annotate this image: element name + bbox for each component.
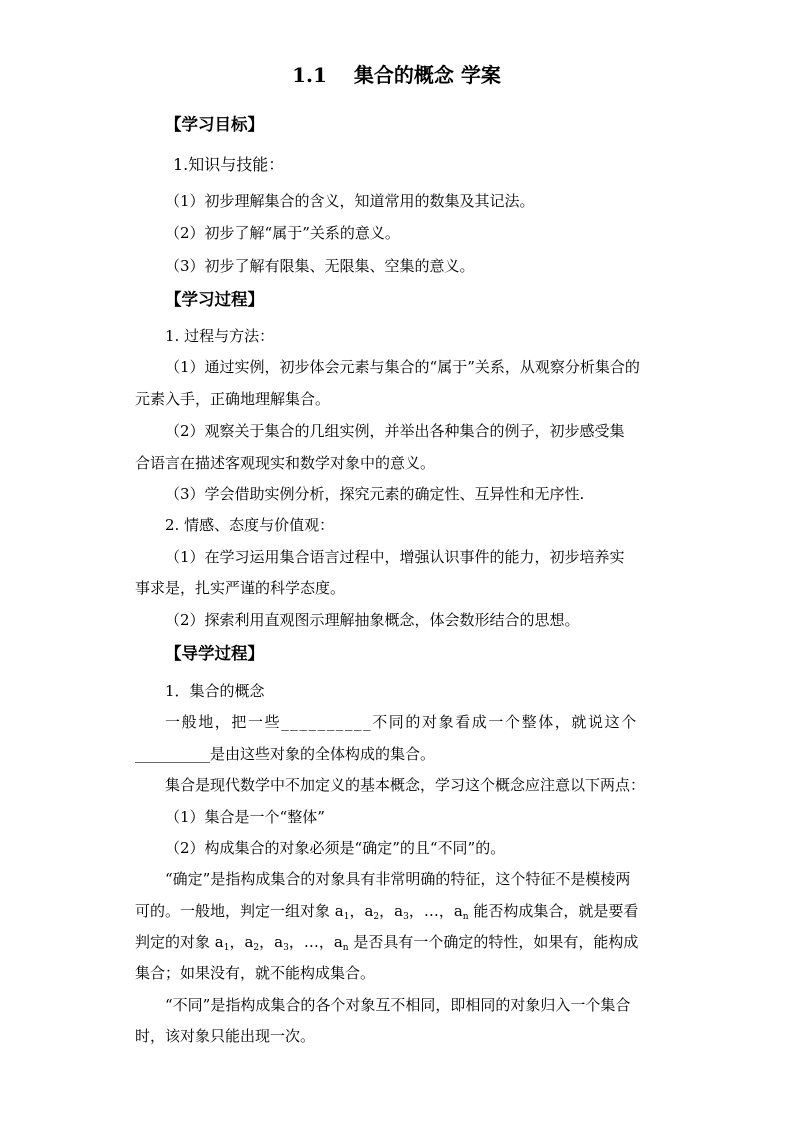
concept-line-4: （2）构成集合的对象必须是“确定”的且“不同”的。 — [165, 839, 506, 857]
process-item-methods: 1. 过程与方法： — [165, 327, 275, 345]
emotion-line-1a: （1）在学习运用集合语言过程中，增强认识事件的能力，初步培养实 — [165, 548, 625, 566]
page-title: 1.1 集合的概念 学案 — [292, 63, 501, 87]
concept-line-2: 集合是现代数学中不加定义的基本概念，学习这个概念应注意以下两点： — [165, 776, 646, 794]
process-line-3: （3）学会借助实例分析，探究元素的确定性、互异性和无序性. — [165, 485, 585, 503]
concept-item: 1．集合的概念 — [165, 682, 265, 700]
distinct-line-2: 时，该对象只能出现一次。 — [135, 1027, 316, 1045]
emotion-line-2: （2）探索利用直观图示理解抽象概念，体会数形结合的思想。 — [165, 611, 580, 629]
goal-line-3: （3）初步了解有限集、无限集、空集的意义。 — [165, 257, 475, 275]
goal-line-1: （1）初步理解集合的含义，知道常用的数集及其记法。 — [165, 192, 535, 210]
process-item-emotion: 2. 情感、态度与价值观： — [165, 516, 335, 534]
definite-line-2: 可的。一般地，判定一组对象 $a_1$，$a_2$，$a_3$，…，$a_n$ 能否构成集合，就是要看 — [135, 902, 639, 922]
process-line-1a: （1）通过实例，初步体会元素与集合的“属于”关系，从观察分析集合的 — [165, 358, 640, 376]
emotion-line-1b: 事求是，扎实严谨的科学态度。 — [135, 579, 346, 597]
heading-guided-process: 【导学过程】 — [165, 644, 264, 663]
goal-line-2: （2）初步了解“属于”关系的意义。 — [165, 224, 400, 242]
goal-item-knowledge: 1.知识与技能： — [173, 155, 285, 174]
process-line-2b: 合语言在描述客观现实和数学对象中的意义。 — [135, 454, 436, 472]
definite-line-3: 判定的对象 $a_1$，$a_2$，$a_3$，…，$a_n$ 是否具有一个确定的特性，如果有，能构成 — [135, 933, 639, 953]
definite-line-4: 集合；如果没有，就不能构成集合。 — [135, 964, 376, 982]
definite-line-1: “确定”是指构成集合的对象具有非常明确的特征，这个特征不是模棱两 — [165, 870, 631, 888]
heading-learning-process: 【学习过程】 — [165, 290, 264, 309]
concept-line-3: （1）集合是一个“整体” — [165, 808, 325, 826]
distinct-line-1: “不同”是指构成集合的各个对象互不相同，即相同的对象归入一个集合 — [165, 996, 631, 1014]
concept-line-1a: 一般地，把一些__________不同的对象看成一个整体，就说这个 — [165, 713, 638, 731]
process-line-2a: （2）观察关于集合的几组实例，并举出各种集合的例子，初步感受集 — [165, 422, 625, 440]
concept-line-1b: __________是由这些对象的全体构成的集合。 — [135, 745, 436, 763]
process-line-1b: 元素入手，正确地理解集合。 — [135, 390, 331, 408]
heading-learning-goals: 【学习目标】 — [165, 115, 264, 134]
